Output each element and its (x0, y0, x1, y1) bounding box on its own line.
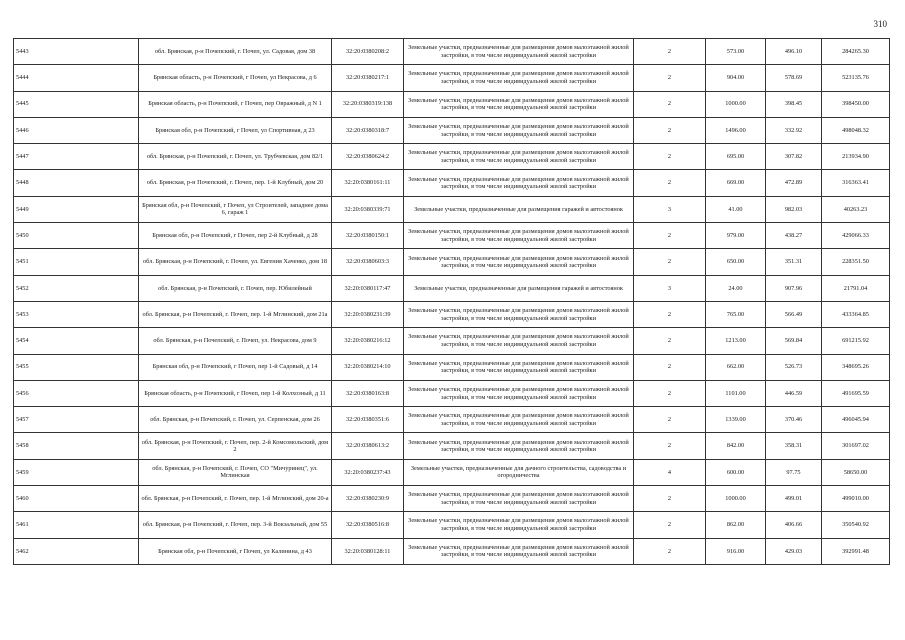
address-cell: Брянская обл, р-н Почепский, г Почеп, пер 2-й Клубный, д 28 (139, 223, 332, 249)
row-number-cell: 5460 (14, 486, 139, 512)
row-number-cell: 5448 (14, 170, 139, 196)
area-cell: 862.00 (706, 512, 766, 538)
cadastral-number-cell: 32:20:0380163:8 (332, 380, 404, 406)
area-cell: 650.00 (706, 249, 766, 275)
area-cell: 1000.00 (706, 486, 766, 512)
cadastral-value-cell: 499010.00 (822, 486, 890, 512)
cadastral-number-cell: 32:20:0380339:71 (332, 196, 404, 222)
cadastral-number-cell: 32:20:0380603:3 (332, 249, 404, 275)
use-group-cell: 2 (634, 249, 706, 275)
permitted-use-cell: Земельные участки, предназначенные для размещения домов малоэтажной жилой застройки, в том числе индивидуальной жилой застройки (404, 223, 634, 249)
row-number-cell: 5462 (14, 538, 139, 564)
cadastral-value-cell: 523135.76 (822, 65, 890, 91)
cadastral-value-cell: 40263.23 (822, 196, 890, 222)
area-cell: 979.00 (706, 223, 766, 249)
cadastral-number-cell: 32:20:0380214:10 (332, 354, 404, 380)
area-cell: 1000.00 (706, 91, 766, 117)
cadastral-number-cell: 32:20:0380613:2 (332, 433, 404, 459)
use-group-cell: 2 (634, 223, 706, 249)
row-number-cell: 5458 (14, 433, 139, 459)
area-cell: 662.00 (706, 354, 766, 380)
cadastral-value-cell: 398450.00 (822, 91, 890, 117)
table-row (14, 144, 890, 170)
address-cell: Брянская область, р-н Почепский, г Почеп, пер 1-й Колхозный, д 11 (139, 380, 332, 406)
specific-value-cell: 351.31 (766, 249, 822, 275)
address-cell: обл. Брянская, р-н Почепский, г. Почеп, пер. 1-й Мглинский, дом 21а (139, 301, 332, 327)
table-row (14, 486, 890, 512)
cadastral-value-cell: 21791.04 (822, 275, 890, 301)
use-group-cell: 2 (634, 433, 706, 459)
table-row (14, 512, 890, 538)
cadastral-value-cell: 350540.92 (822, 512, 890, 538)
row-number-cell: 5454 (14, 328, 139, 354)
permitted-use-cell: Земельные участки, предназначенные для размещения домов малоэтажной жилой застройки, в том числе индивидуальной жилой застройки (404, 117, 634, 143)
table-row (14, 223, 890, 249)
specific-value-cell: 907.96 (766, 275, 822, 301)
area-cell: 24.00 (706, 275, 766, 301)
cadastral-value-cell: 498048.32 (822, 117, 890, 143)
permitted-use-cell: Земельные участки, предназначенные для размещения гаражей и автостоянок (404, 196, 634, 222)
permitted-use-cell: Земельные участки, предназначенные для размещения домов малоэтажной жилой застройки, в том числе индивидуальной жилой застройки (404, 249, 634, 275)
address-cell: обл. Брянская, р-н Почепский, г. Почеп, ул. Евгения Хаченко, дом 18 (139, 249, 332, 275)
area-cell: 1101.00 (706, 380, 766, 406)
table-row (14, 301, 890, 327)
permitted-use-cell: Земельные участки, предназначенные для дачного строительства, садоводства и огородничества (404, 459, 634, 485)
address-cell: Брянская обл, р-н Почепский, г Почеп, ул Строителей, западнее дома 6, гараж 1 (139, 196, 332, 222)
use-group-cell: 2 (634, 380, 706, 406)
specific-value-cell: 569.84 (766, 328, 822, 354)
permitted-use-cell: Земельные участки, предназначенные для размещения домов малоэтажной жилой застройки, в том числе индивидуальной жилой застройки (404, 170, 634, 196)
specific-value-cell: 438.27 (766, 223, 822, 249)
cadastral-number-cell: 32:20:0380208:2 (332, 39, 404, 65)
cadastral-number-cell: 32:20:0380217:1 (332, 65, 404, 91)
use-group-cell: 2 (634, 65, 706, 91)
row-number-cell: 5445 (14, 91, 139, 117)
address-cell: Брянская обл, р-н Почепский, г Почеп, ул Калинина, д 43 (139, 538, 332, 564)
address-cell: Брянская обл, р-н Почепский, г Почеп, пер 1-й Садовый, д 14 (139, 354, 332, 380)
permitted-use-cell: Земельные участки, предназначенные для размещения домов малоэтажной жилой застройки, в том числе индивидуальной жилой застройки (404, 433, 634, 459)
address-cell: Брянская обл, р-н Почепский, г Почеп, ул Спортивная, д 23 (139, 117, 332, 143)
row-number-cell: 5443 (14, 39, 139, 65)
permitted-use-cell: Земельные участки, предназначенные для размещения домов малоэтажной жилой застройки, в том числе индивидуальной жилой застройки (404, 91, 634, 117)
cadastral-number-cell: 32:20:0380128:11 (332, 538, 404, 564)
cadastral-number-cell: 32:20:0380117:47 (332, 275, 404, 301)
area-cell: 1339.00 (706, 407, 766, 433)
cadastral-number-cell: 32:20:0380237:43 (332, 459, 404, 485)
use-group-cell: 2 (634, 91, 706, 117)
table-row (14, 354, 890, 380)
permitted-use-cell: Земельные участки, предназначенные для размещения домов малоэтажной жилой застройки, в том числе индивидуальной жилой застройки (404, 39, 634, 65)
address-cell: обл. Брянская, р-н Почепский, г. Почеп, пер. Юбилейный (139, 275, 332, 301)
use-group-cell: 2 (634, 512, 706, 538)
specific-value-cell: 332.92 (766, 117, 822, 143)
cadastral-value-cell: 348695.26 (822, 354, 890, 380)
table-row (14, 117, 890, 143)
table-row (14, 380, 890, 406)
cadastral-number-cell: 32:20:0380231:39 (332, 301, 404, 327)
row-number-cell: 5453 (14, 301, 139, 327)
cadastral-number-cell: 32:20:0380318:7 (332, 117, 404, 143)
use-group-cell: 2 (634, 407, 706, 433)
specific-value-cell: 566.49 (766, 301, 822, 327)
table-row (14, 459, 890, 485)
row-number-cell: 5452 (14, 275, 139, 301)
use-group-cell: 2 (634, 170, 706, 196)
address-cell: обл. Брянская, р-н Почепский, г. Почеп, СО "Мичуринец", ул. Мглинская (139, 459, 332, 485)
table-row (14, 275, 890, 301)
table-row (14, 249, 890, 275)
permitted-use-cell: Земельные участки, предназначенные для размещения домов малоэтажной жилой застройки, в том числе индивидуальной жилой застройки (404, 538, 634, 564)
area-cell: 669.00 (706, 170, 766, 196)
area-cell: 695.00 (706, 144, 766, 170)
specific-value-cell: 406.66 (766, 512, 822, 538)
cadastral-value-cell: 284265.30 (822, 39, 890, 65)
specific-value-cell: 370.46 (766, 407, 822, 433)
specific-value-cell: 472.89 (766, 170, 822, 196)
area-cell: 842.00 (706, 433, 766, 459)
specific-value-cell: 358.31 (766, 433, 822, 459)
address-cell: Брянская область, р-н Почепский, г Почеп, пер Овражный, д N 1 (139, 91, 332, 117)
area-cell: 41.00 (706, 196, 766, 222)
table-row (14, 65, 890, 91)
specific-value-cell: 446.59 (766, 380, 822, 406)
specific-value-cell: 97.75 (766, 459, 822, 485)
cadastral-number-cell: 32:20:0380516:8 (332, 512, 404, 538)
use-group-cell: 3 (634, 275, 706, 301)
use-group-cell: 2 (634, 301, 706, 327)
cadastral-value-cell: 228351.50 (822, 249, 890, 275)
permitted-use-cell: Земельные участки, предназначенные для размещения гаражей и автостоянок (404, 275, 634, 301)
area-cell: 600.00 (706, 459, 766, 485)
use-group-cell: 2 (634, 144, 706, 170)
table-row (14, 538, 890, 564)
row-number-cell: 5457 (14, 407, 139, 433)
cadastral-value-cell: 316363.41 (822, 170, 890, 196)
row-number-cell: 5455 (14, 354, 139, 380)
area-cell: 1213.00 (706, 328, 766, 354)
use-group-cell: 4 (634, 459, 706, 485)
permitted-use-cell: Земельные участки, предназначенные для размещения домов малоэтажной жилой застройки, в том числе индивидуальной жилой застройки (404, 65, 634, 91)
specific-value-cell: 307.82 (766, 144, 822, 170)
table-body (14, 39, 890, 565)
permitted-use-cell: Земельные участки, предназначенные для размещения домов малоэтажной жилой застройки, в том числе индивидуальной жилой застройки (404, 486, 634, 512)
use-group-cell: 3 (634, 196, 706, 222)
use-group-cell: 2 (634, 328, 706, 354)
page-number: 310 (873, 19, 887, 29)
cadastral-value-cell: 213934.90 (822, 144, 890, 170)
area-cell: 916.00 (706, 538, 766, 564)
table-row (14, 328, 890, 354)
permitted-use-cell: Земельные участки, предназначенные для размещения домов малоэтажной жилой застройки, в том числе индивидуальной жилой застройки (404, 144, 634, 170)
row-number-cell: 5447 (14, 144, 139, 170)
cadastral-number-cell: 32:20:0380161:11 (332, 170, 404, 196)
table-row (14, 196, 890, 222)
cadastral-value-cell: 691215.92 (822, 328, 890, 354)
cadastral-number-cell: 32:20:0380624:2 (332, 144, 404, 170)
specific-value-cell: 398.45 (766, 91, 822, 117)
specific-value-cell: 982.03 (766, 196, 822, 222)
specific-value-cell: 496.10 (766, 39, 822, 65)
specific-value-cell: 526.73 (766, 354, 822, 380)
cadastral-value-cell: 58650.00 (822, 459, 890, 485)
address-cell: обл. Брянская, р-н Почепский, г. Почеп, пер. 1-й Мглинский, дом 20-а (139, 486, 332, 512)
cadastral-value-cell: 301697.02 (822, 433, 890, 459)
address-cell: обл. Брянская, р-н Почепский, г. Почеп, пер. 2-й Комсомольский, дом 2 (139, 433, 332, 459)
row-number-cell: 5444 (14, 65, 139, 91)
permitted-use-cell: Земельные участки, предназначенные для размещения домов малоэтажной жилой застройки, в том числе индивидуальной жилой застройки (404, 512, 634, 538)
cadastral-number-cell: 32:20:0380150:1 (332, 223, 404, 249)
cadastral-number-cell: 32:20:0380351:6 (332, 407, 404, 433)
address-cell: обл. Брянская, р-н Почепский, г. Почеп, пер. 1-й Клубный, дом 20 (139, 170, 332, 196)
use-group-cell: 2 (634, 538, 706, 564)
specific-value-cell: 578.69 (766, 65, 822, 91)
area-cell: 904.00 (706, 65, 766, 91)
address-cell: обл. Брянская, р-н Почепский, г. Почеп, ул. Серпенская, дом 26 (139, 407, 332, 433)
area-cell: 1496.00 (706, 117, 766, 143)
cadastral-number-cell: 32:20:0380230:9 (332, 486, 404, 512)
row-number-cell: 5459 (14, 459, 139, 485)
address-cell: обл. Брянская, р-н Почепский, г. Почеп, ул. Трубчевская, дом 82/1 (139, 144, 332, 170)
address-cell: Брянская область, р-н Почепский, г Почеп, ул Некрасова, д 6 (139, 65, 332, 91)
cadastral-value-cell: 429066.33 (822, 223, 890, 249)
cadastral-number-cell: 32:20:0380319:138 (332, 91, 404, 117)
table-row (14, 39, 890, 65)
specific-value-cell: 429.03 (766, 538, 822, 564)
permitted-use-cell: Земельные участки, предназначенные для размещения домов малоэтажной жилой застройки, в том числе индивидуальной жилой застройки (404, 407, 634, 433)
row-number-cell: 5451 (14, 249, 139, 275)
specific-value-cell: 499.01 (766, 486, 822, 512)
area-cell: 765.00 (706, 301, 766, 327)
table-row (14, 433, 890, 459)
use-group-cell: 2 (634, 486, 706, 512)
cadastral-value-cell: 491695.59 (822, 380, 890, 406)
permitted-use-cell: Земельные участки, предназначенные для размещения домов малоэтажной жилой застройки, в том числе индивидуальной жилой застройки (404, 380, 634, 406)
row-number-cell: 5446 (14, 117, 139, 143)
row-number-cell: 5450 (14, 223, 139, 249)
row-number-cell: 5449 (14, 196, 139, 222)
cadastral-value-cell: 496045.94 (822, 407, 890, 433)
permitted-use-cell: Земельные участки, предназначенные для размещения домов малоэтажной жилой застройки, в том числе индивидуальной жилой застройки (404, 354, 634, 380)
cadastral-value-table (13, 38, 890, 565)
row-number-cell: 5461 (14, 512, 139, 538)
permitted-use-cell: Земельные участки, предназначенные для размещения домов малоэтажной жилой застройки, в том числе индивидуальной жилой застройки (404, 328, 634, 354)
address-cell: обл. Брянская, р-н Почепский, г. Почеп, ул. Некрасова, дом 9 (139, 328, 332, 354)
address-cell: обл. Брянская, р-н Почепский, г. Почеп, ул. Садовая, дом 38 (139, 39, 332, 65)
use-group-cell: 2 (634, 117, 706, 143)
address-cell: обл. Брянская, р-н Почепский, г. Почеп, пер. 3-й Вокзальный, дом 55 (139, 512, 332, 538)
table-row (14, 170, 890, 196)
table-row (14, 91, 890, 117)
table-row (14, 407, 890, 433)
cadastral-value-cell: 392991.48 (822, 538, 890, 564)
area-cell: 573.00 (706, 39, 766, 65)
cadastral-number-cell: 32:20:0380216:12 (332, 328, 404, 354)
use-group-cell: 2 (634, 39, 706, 65)
cadastral-value-cell: 433364.85 (822, 301, 890, 327)
permitted-use-cell: Земельные участки, предназначенные для размещения домов малоэтажной жилой застройки, в том числе индивидуальной жилой застройки (404, 301, 634, 327)
use-group-cell: 2 (634, 354, 706, 380)
row-number-cell: 5456 (14, 380, 139, 406)
